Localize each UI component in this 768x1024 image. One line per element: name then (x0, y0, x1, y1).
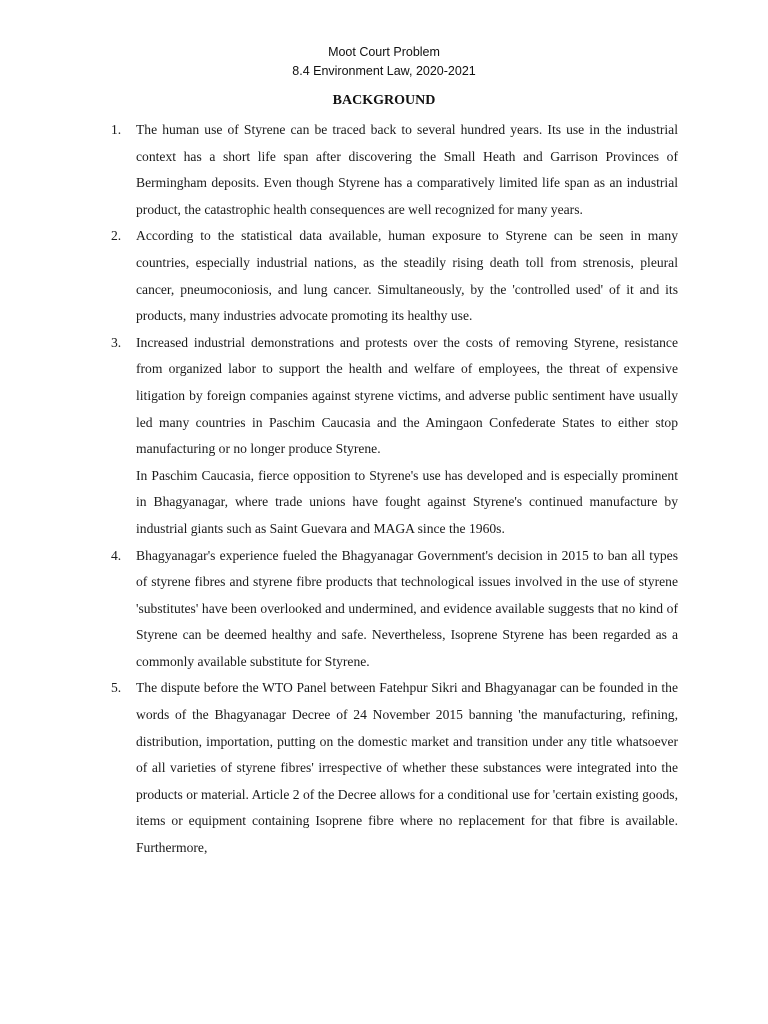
section-heading: BACKGROUND (332, 93, 436, 108)
list-item-number: 1. (111, 122, 122, 137)
list-item-number: 2. (111, 228, 122, 244)
list-item (0, 543, 768, 676)
list-item-text: Bhagyanagar's experience fueled the Bhagyanagar Government's decision in 2015 to ban all types of styrene fibres and styrene fibre products that technological issues involved in the use of styrene 'substitutes' have been overlooked and undermined, and evidence available suggests that no kind of Styrene can be deemed healthy and safe. Nevertheless, Isoprene Styrene has been regarded as a commonly available substitute for Styrene. (136, 547, 678, 669)
document-title: Moot Court Problem (328, 45, 440, 59)
list-item-number: 5. (111, 680, 122, 696)
list-item-text: The dispute before the WTO Panel between Fatehpur Sikri and Bhagyanagar can be founded in the words of the Bhagyanagar Decree of 24 November 2015 banning 'the manufacturing, refining, distribution, importation, putting on the domestic market and transition under any title whatsoever of all varieties of styrene fibres' irrespective of whether these substances were integrated into the products or material. Article 2 of the Decree allows for a conditional use for 'certain existing goods, items or equipment containing Isoprene fibre where no replacement for that fibre is available. Furthermore, (136, 680, 678, 856)
list-item-text: According to the statistical data available, human exposure to Styrene can be seen in many countries, especially industrial nations, as the steadily rising death toll from strenosis, pleural cancer, pneumoconiosis, and lung cancer. Simultaneously, by the 'controlled used' of it and its products, many industries advocate promoting its healthy use. (136, 228, 678, 324)
list-item-text: The human use of Styrene can be traced back to several hundred years. Its use in the industrial context has a short life span after discovering the Small Heath and Garrison Provinces of Bermingham deposits. Even though Styrene has a comparatively limited life span as an industrial product, the catastrophic health consequences are well recognized for many years. (136, 122, 678, 217)
numbered-list (0, 117, 768, 862)
list-item (0, 675, 768, 861)
list-item-text: Increased industrial demonstrations and protests over the costs of removing Styrene, resistance from organized labor to support the health and welfare of employees, the threat of expensive litigation by foreign companies against styrene victims, and adverse public sentiment have usually led many countries in Paschim Caucasia and the Amingaon Confederate States to either stop manufacturing or no longer produce Styrene. In Paschim Caucasia, fierce opposition to Styrene's use has developed and is especially prominent in Bhagyanagar, where trade unions have fought against Styrene's continued manufacture by industrial giants such as Saint Guevara and MAGA since the 1960s. (136, 334, 678, 536)
list-item (0, 117, 768, 223)
list-item-number: 4. (111, 547, 122, 563)
list-item-number: 3. (111, 334, 122, 350)
document-subtitle: 8.4 Environment Law, 2020-2021 (292, 64, 476, 78)
list-item (0, 223, 768, 329)
list-item (0, 330, 768, 543)
